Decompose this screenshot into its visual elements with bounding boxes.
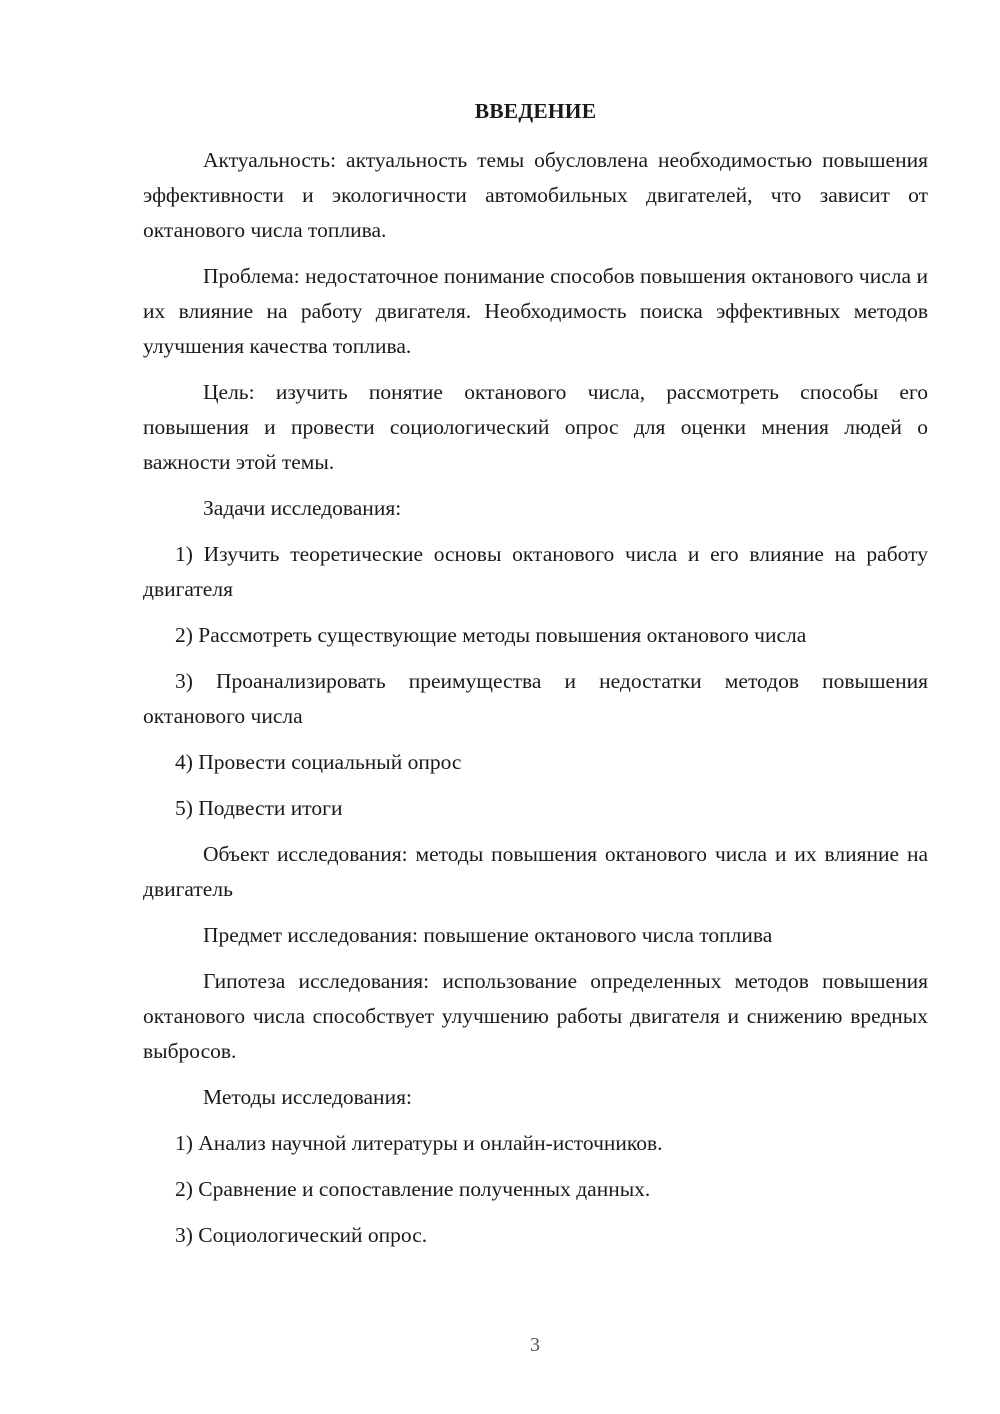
task-item: 5) Подвести итоги: [175, 796, 343, 820]
method-item: 2) Сравнение и сопоставление полученных данных.: [175, 1177, 651, 1201]
task-item: 2) Рассмотреть существующие методы повышения октанового числа: [175, 623, 807, 647]
paragraph-hypothesis: Гипотеза исследования: использование определенных методов повышения октанового числа способствует улучшению работы двигателя и снижению вредных выбросов.: [143, 969, 928, 1063]
paragraph-problem: Проблема: недостаточное понимание способов повышения октанового числа и их влияние на работу двигателя. Необходимость поиска эффективных методов улучшения качества топлива.: [143, 264, 928, 358]
paragraph-subject: Предмет исследования: повышение октанового числа топлива: [203, 923, 773, 947]
paragraph-relevance: Актуальность: актуальность темы обусловлена необходимостью повышения эффективности и экологичности автомобильных двигателей, что зависит от октанового числа топлива.: [143, 148, 928, 242]
paragraph-tasks-heading: Задачи исследования:: [203, 496, 402, 520]
method-item: 1) Анализ научной литературы и онлайн-источников.: [175, 1131, 663, 1155]
task-item: 1) Изучить теоретические основы октанового числа и его влияние на работу двигателя: [143, 542, 928, 601]
page-number: 3: [530, 1334, 540, 1356]
task-item: 3) Проанализировать преимущества и недостатки методов повышения октанового числа: [143, 669, 928, 728]
paragraph-goal: Цель: изучить понятие октанового числа, рассмотреть способы его повышения и провести социологический опрос для оценки мнения людей о важности этой темы.: [143, 380, 928, 474]
task-item: 4) Провести социальный опрос: [175, 750, 462, 774]
method-item: 3) Социологический опрос.: [175, 1223, 428, 1247]
paragraph-methods-heading: Методы исследования:: [203, 1085, 412, 1109]
section-title: ВВЕДЕНИЕ: [474, 99, 597, 123]
document-page: [143, 96, 928, 1264]
paragraph-object: Объект исследования: методы повышения октанового числа и их влияние на двигатель: [143, 842, 928, 901]
